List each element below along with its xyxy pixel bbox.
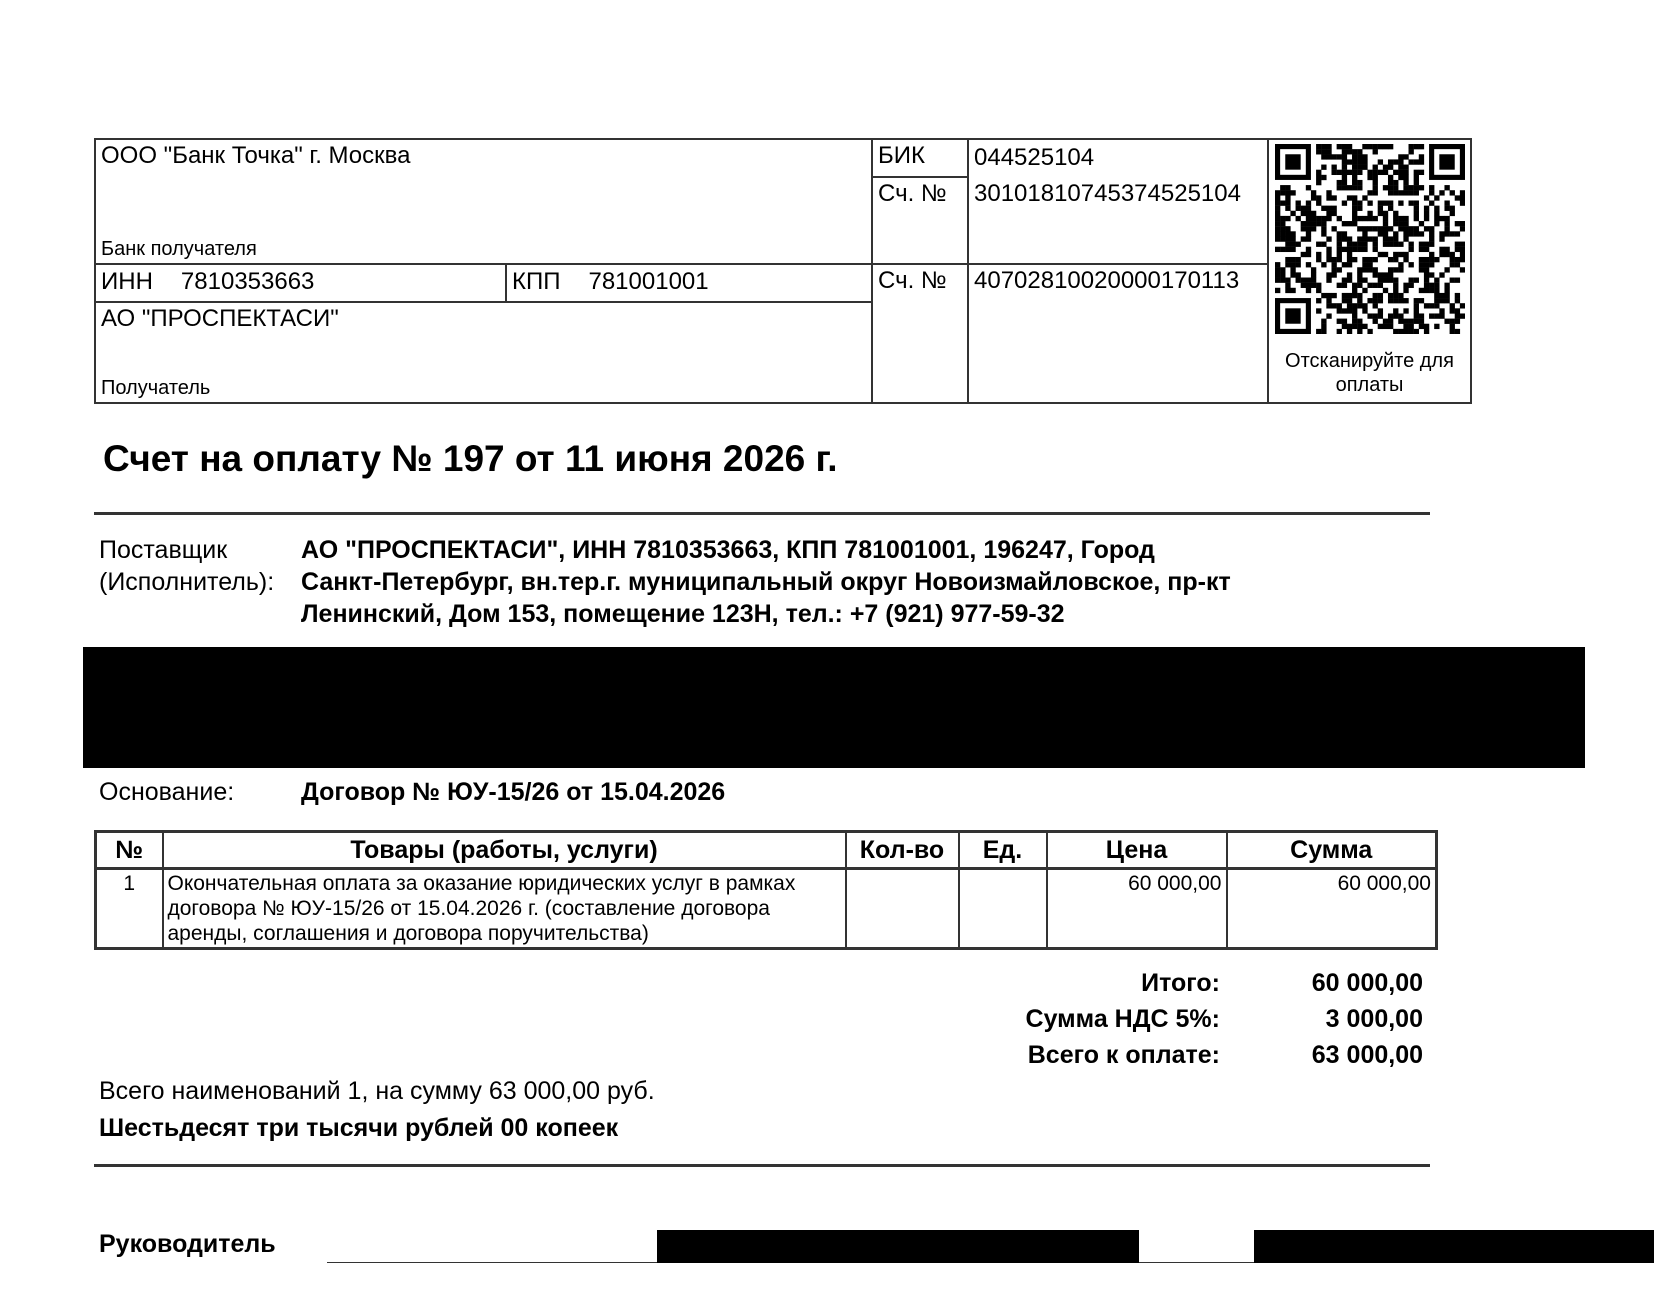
account-label: Сч. № [872,264,968,403]
bank-name: ООО "Банк Точка" г. Москва [101,142,411,169]
header-sum: Сумма [1227,832,1437,869]
qr-cell [1268,139,1471,403]
corr-account-value: 30101810745374525104 [974,180,1241,207]
name-redaction [1254,1230,1654,1263]
subtotal-label: Итого: [1141,969,1220,997]
header-price: Цена [1047,832,1227,869]
total-label: Всего к оплате: [1027,1041,1220,1069]
bank-name-cell [95,139,872,264]
bik-label-cell [872,139,968,264]
inn-kpp-cell [95,264,872,302]
row-num: 1 [96,869,163,949]
director-label: Руководитель [99,1230,276,1258]
recipient-cell [95,302,872,403]
supplier-value [301,534,1231,630]
signature-line [327,1262,657,1263]
header-goods: Товары (работы, услуги) [163,832,846,869]
amount-in-words: Шестьдесят три тысячи рублей 00 копеек [99,1114,619,1142]
items-table [94,830,1438,950]
signature-redaction [657,1230,1139,1263]
kpp-value: 781001001 [588,267,709,295]
items-count-line: Всего наименований 1, на сумму 63 000,00 руб. [99,1077,655,1105]
basis-label: Основание: [99,778,235,806]
row-price: 60 000,00 [1047,869,1227,949]
corr-account-label: Сч. № [878,180,947,207]
header-num: № [96,832,163,869]
table-row [96,869,1437,949]
kpp-label: КПП [512,267,561,295]
summary-divider [94,1164,1430,1167]
qr-code-icon [1275,144,1465,334]
inn-value: 7810353663 [180,267,315,295]
supplier-label: Поставщик (Исполнитель): [99,536,275,596]
vat-label: Сумма НДС 5%: [1025,1005,1220,1033]
header-unit: Ед. [959,832,1047,869]
bank-details-table [94,138,1472,404]
qr-caption: Отсканируйте для оплаты [1285,350,1454,396]
bik-label: БИК [873,140,967,178]
row-description: Окончательная оплата за оказание юридических услуг в рамках договора № ЮУ-15/26 от 15.04.2026 г. (составление договора аренды, соглашения и договора поручительства) [163,869,846,949]
header-qty: Кол-во [846,832,959,869]
recipient-caption: Получатель [101,377,211,399]
vat-value: 3 000,00 [1325,1005,1423,1033]
bik-value-cell [968,139,1268,264]
total-value: 63 000,00 [1311,1041,1423,1069]
row-qty [846,869,959,949]
redaction-bar [83,647,1585,768]
inn-label: ИНН [101,267,153,295]
title-divider [94,512,1430,515]
basis-value: Договор № ЮУ-15/26 от 15.04.2026 [301,778,726,806]
row-unit [959,869,1047,949]
row-sum: 60 000,00 [1227,869,1437,949]
name-line [1139,1262,1254,1263]
subtotal-value: 60 000,00 [1311,969,1423,997]
supplier-line-1: АО "ПРОСПЕКТАСИ", ИНН 7810353663, КПП 781001001, 196247, Город [301,536,1155,564]
supplier-line-2: Санкт-Петербург, вн.тер.г. муниципальный округ Новоизмайловское, пр-кт [301,568,1231,596]
bank-caption: Банк получателя [101,237,257,260]
account-value: 40702810020000170113 [968,264,1268,403]
recipient-name: АО "ПРОСПЕКТАСИ" [101,305,339,333]
invoice-title: Счет на оплату № 197 от 11 июня 2026 г. [103,438,838,479]
bik-value: 044525104 [974,144,1095,171]
supplier-line-3: Ленинский, Дом 153, помещение 123Н, тел.: +7 (921) 977-59-32 [301,600,1065,628]
